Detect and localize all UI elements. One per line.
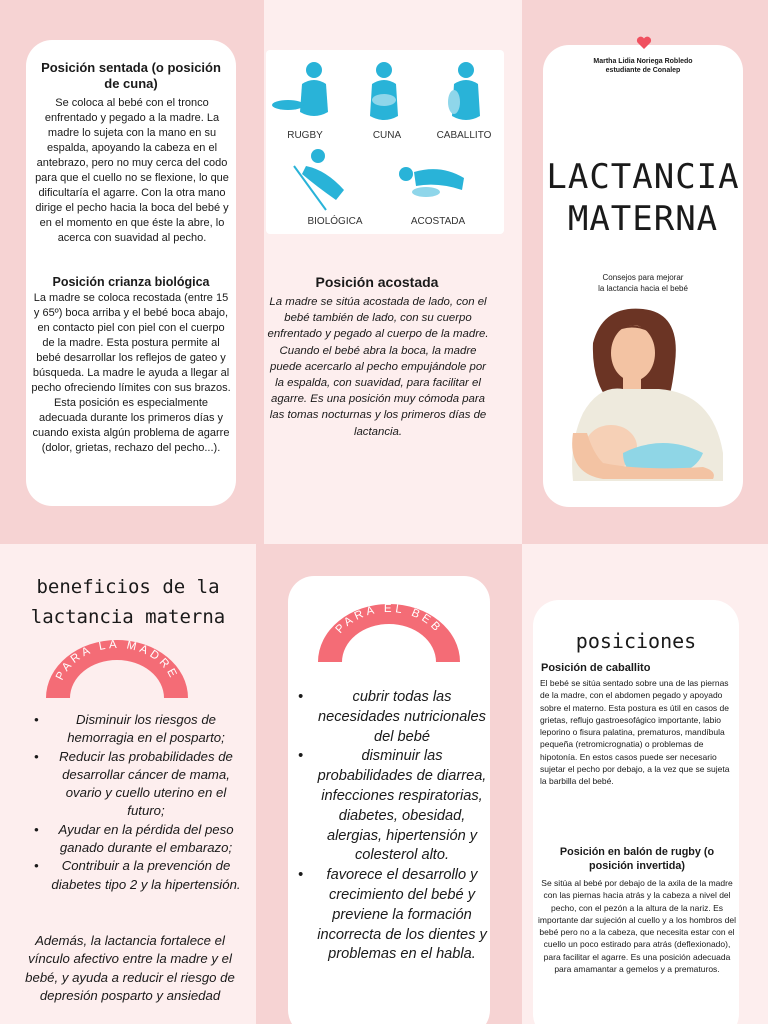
list-item: • Disminuir los riesgos de hemorragia en el posparto; xyxy=(34,712,225,746)
subtitle-line2: la lactancia hacia el bebé xyxy=(598,284,688,293)
mother-benefits-list xyxy=(34,711,244,894)
list-item: • favorece el desarrollo y crecimiento del bebé y previene la formación incorrecta de los dientes y problemas en el habla. xyxy=(298,867,487,963)
list-item: • Contribuir a la prevención de diabetes tipo 2 y la hipertensión. xyxy=(34,858,241,892)
subtitle-line1: Consejos para mejorar xyxy=(602,273,684,282)
panel3-card xyxy=(543,45,743,507)
breastfeeding-positions-illustration xyxy=(266,50,504,234)
main-title-line1: LACTANCIA xyxy=(546,157,740,197)
positions-text-caballito: El bebé se sitúa sentado sobre una de las piernas de la madre, con el abdomen pegado y apoyado sobre el materno. Esta postura es útil en casos de grietas, reflujo gastroesofágico importante, labio leporino o fisura palatina, prematuros, mandíbula pequeña (retromicrognatia) o problemas de hipotonía. En estos casos puede ser necesario sujetar el pecho por debajo, a la vez que se sujeta la barbilla del bebé. xyxy=(540,678,730,787)
panel1-card xyxy=(26,40,236,506)
para-el-bebe-arc-badge xyxy=(314,596,464,666)
label-caballito: CABALLITO xyxy=(436,130,492,141)
list-item: • disminuir las probabilidades de diarrea, infecciones respiratorias, diabetes, obesidad, alergias, hipertensión y colesterol alto. xyxy=(298,748,487,864)
list-item: • cubrir todas las necesidades nutricionales del bebé xyxy=(298,689,486,745)
benefits-title-line1: beneficios de la xyxy=(36,576,220,598)
panel2-text-acostada: La madre se sitúa acostada de lado, con el bebé también de lado, con su cuerpo enfrentado y pegado al cuerpo de la madre. Cuando el bebé abra la boca, la madre puede acercarlo al pecho empujándole por la espalda, con suavidad, para facilitar el agarre. Es una posición muy cómoda para las tomas nocturnas y los primeros días de lactancia. xyxy=(267,296,489,438)
panel1-heading-biologica: Posición crianza biológica xyxy=(52,275,210,289)
label-acostada: ACOSTADA xyxy=(410,216,466,227)
label-rugby: RUGBY xyxy=(287,130,323,141)
baby-benefits-list xyxy=(298,688,492,965)
label-biologica: BIOLÓGICA xyxy=(307,216,363,227)
mother-benefits-extra: Además, la lactancia fortalece el vínculo afectivo entre la madre y el bebé, y ayuda a reducir el riesgo de depresión posparto y ansiedad xyxy=(25,933,235,1004)
para-la-madre-arc-badge xyxy=(42,632,192,702)
positions-heading-rugby: Posición en balón de rugby (o posición invertida) xyxy=(559,846,715,872)
para-la-madre-label: PARA LA MADRE xyxy=(54,638,180,683)
benefits-title-line2: lactancia materna xyxy=(30,606,226,628)
panel2-heading-acostada: Posición acostada xyxy=(315,274,439,290)
para-el-bebe-label: PARA EL BEB xyxy=(333,602,445,636)
panel2-figures-box xyxy=(266,50,504,234)
main-title-line2: MATERNA xyxy=(567,199,719,239)
panel1-heading-sentada: Posición sentada (o posición de cuna) xyxy=(41,60,221,91)
author-subtitle: estudiante de Conalep xyxy=(605,67,681,74)
list-item: • Ayudar en la pérdida del peso ganado durante el embarazo; xyxy=(34,821,234,856)
positions-title: posiciones xyxy=(575,629,697,653)
author-name: Martha Lidia Noriega Robledo xyxy=(593,58,693,65)
label-cuna: CUNA xyxy=(372,130,402,141)
positions-text-rugby: Se sitúa al bebé por debajo de la axila de la madre con las piernas hacia atrás y la cabeza a nivel del pecho, con el pezón a la altura de la nariz. Es importante dar sujeción al cuello y a los hombros del bebé pero no a la cabeza, que necesita estar con el cuello un poco estirado para atrás (deflexionado), para facilitar el agarre. Es una posición adecuada para amamantar a gemelos y a prematuros. xyxy=(538,878,736,975)
panel1-text-sentada: Se coloca al bebé con el tronco enfrentado y pegado a la madre. La madre lo sujeta con la mano en su espalda, apoyando la cabeza en el antebrazo, pero no muy cerca del codo para que el cuello no se flexione, lo que dificultaría el agarre. Con la otra mano dirige el pecho hacia la boca del bebé y en el momento en que éste la abre, lo acerca con suavidad al pecho. xyxy=(35,97,229,244)
panel1-text-biologica: La madre se coloca recostada (entre 15 y 65º) boca arriba y el bebé boca abajo, en contacto piel con piel con el cuerpo de la madre. Esta postura permite al bebé desarrollar los reflejos de gateo y búsqueda. La madre le ayuda a llegar al pecho ofreciendo límites con sus brazos. Esta posición es especialmente adecuada durante los primeros días y cuando exista algún problema de agarre (dolor, grietas, rechazo del pecho...). xyxy=(31,292,231,454)
mother-baby-illustration xyxy=(563,303,727,483)
list-item: • Reducir las probabilidades de desarrollar cáncer de mama, ovario y cuello uterino en el futuro; xyxy=(34,748,233,819)
panel6-card xyxy=(533,600,739,1024)
positions-heading-caballito: Posición de caballito xyxy=(541,662,651,674)
heart-icon xyxy=(636,36,652,50)
